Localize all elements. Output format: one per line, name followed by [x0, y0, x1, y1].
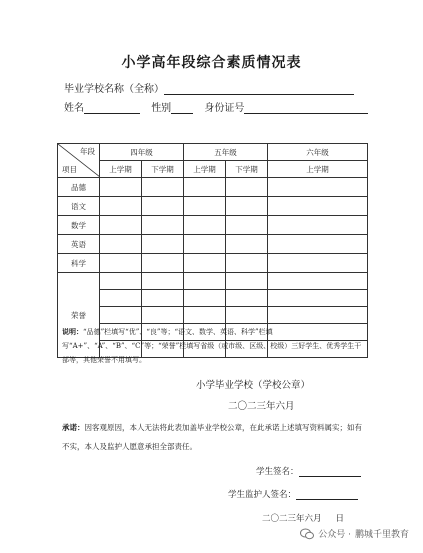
- term-header: 上学期: [268, 161, 368, 178]
- sign-date-row: [262, 512, 344, 524]
- watermark-name: 鹏城千里教育: [354, 530, 409, 540]
- guardian-sign-row: [228, 488, 358, 500]
- grade-cell[interactable]: [184, 216, 226, 235]
- id-label: 身份证号: [204, 103, 245, 114]
- school-name-field[interactable]: [164, 83, 354, 95]
- grade-cell[interactable]: [184, 235, 226, 254]
- grade-cell[interactable]: [184, 178, 226, 197]
- grade-cell[interactable]: [268, 254, 368, 273]
- honor-cell[interactable]: [268, 290, 368, 307]
- grade-cell[interactable]: [100, 178, 142, 197]
- subject-label: 品德: [58, 178, 100, 197]
- grade-header-4: 四年级: [100, 144, 184, 161]
- honor-cell[interactable]: [226, 307, 268, 324]
- grade-cell[interactable]: [184, 254, 226, 273]
- issue-date: 二〇二三年六月: [228, 401, 295, 412]
- grade-cell[interactable]: [142, 216, 184, 235]
- grade-cell[interactable]: [142, 197, 184, 216]
- grade-cell[interactable]: [268, 235, 368, 254]
- name-label: 姓名: [64, 103, 84, 114]
- honor-cell[interactable]: [184, 273, 226, 290]
- grade-header-6: 六年级: [268, 144, 368, 161]
- table-row: [58, 235, 368, 254]
- student-info-row: [64, 99, 368, 114]
- subject-label: 数学: [58, 216, 100, 235]
- promise-label: 承诺：: [62, 423, 85, 432]
- grade-cell[interactable]: [226, 197, 268, 216]
- honor-cell[interactable]: [100, 290, 142, 307]
- honor-cell[interactable]: [268, 307, 368, 324]
- instructions-note: [62, 325, 362, 367]
- table-row: [58, 254, 368, 273]
- table-row: [58, 197, 368, 216]
- wechat-icon: [300, 528, 314, 540]
- student-sign-field[interactable]: [299, 465, 361, 477]
- grade-cell[interactable]: [268, 216, 368, 235]
- student-sign-row: [256, 465, 361, 477]
- grade-cell[interactable]: [100, 235, 142, 254]
- honor-cell[interactable]: [142, 290, 184, 307]
- grade-cell[interactable]: [100, 216, 142, 235]
- honor-cell[interactable]: [100, 273, 142, 290]
- table-corner: [58, 144, 100, 178]
- honor-cell[interactable]: [100, 307, 142, 324]
- note-label: 说明：: [62, 327, 83, 336]
- grade-cell[interactable]: [142, 235, 184, 254]
- table-row: [58, 216, 368, 235]
- honor-label: 荣誉: [58, 273, 100, 358]
- grade-cell[interactable]: [268, 197, 368, 216]
- gender-label: 性别: [151, 103, 172, 114]
- grade-cell[interactable]: [226, 178, 268, 197]
- school-seal-line: 小学毕业学校（学校公章）: [196, 380, 311, 391]
- guardian-sign-field[interactable]: [296, 488, 358, 500]
- guardian-sign-label: 学生监护人签名：: [228, 490, 297, 500]
- form-title: 小学高年段综合素质情况表: [121, 55, 302, 71]
- honor-row: [58, 273, 368, 290]
- grade-header-5: 五年级: [184, 144, 268, 161]
- grade-cell[interactable]: [226, 254, 268, 273]
- term-header: 上学期: [184, 161, 226, 178]
- promise-statement: [62, 418, 364, 456]
- subject-label: 英语: [58, 235, 100, 254]
- grade-cell[interactable]: [142, 254, 184, 273]
- sign-date: 二〇二三年六月: [262, 514, 322, 524]
- honor-cell[interactable]: [268, 273, 368, 290]
- name-field[interactable]: [84, 102, 140, 114]
- grade-cell[interactable]: [100, 197, 142, 216]
- grade-cell[interactable]: [226, 235, 268, 254]
- school-name-row: [64, 80, 354, 95]
- subject-label: 科学: [58, 254, 100, 273]
- honor-cell[interactable]: [184, 307, 226, 324]
- gender-field[interactable]: [171, 102, 193, 114]
- grade-cell[interactable]: [142, 178, 184, 197]
- grade-cell[interactable]: [268, 178, 368, 197]
- grade-cell[interactable]: [100, 254, 142, 273]
- term-header: 下学期: [226, 161, 268, 178]
- note-text: “品德”栏填写“优”、“良”等；“语文、数学、英语、科学”栏填写“A+”、“A”、“B”、“C”等；“荣誉”栏填写省级（或市级、区级、校级）三好学生、优秀学生干部等，其他荣誉不用填写。: [62, 328, 362, 364]
- watermark: [300, 527, 409, 540]
- corner-item-label: 项目: [62, 165, 77, 174]
- honor-cell[interactable]: [226, 290, 268, 307]
- term-header: 下学期: [142, 161, 184, 178]
- grade-cell[interactable]: [184, 197, 226, 216]
- student-sign-label: 学生签名：: [256, 467, 299, 477]
- honor-cell[interactable]: [142, 273, 184, 290]
- honor-row: [58, 307, 368, 324]
- watermark-prefix: 公众号 ·: [318, 530, 351, 540]
- term-header: 上学期: [100, 161, 142, 178]
- honor-cell[interactable]: [142, 307, 184, 324]
- id-field[interactable]: [244, 102, 368, 114]
- sign-date-day: 日: [335, 514, 345, 524]
- school-name-label: 毕业学校名称（全称）: [64, 84, 164, 95]
- promise-text: 因客观原因，本人无法将此表加盖毕业学校公章，在此承诺上述填写资料属实；如有不实，本人及监护人愿意承担全部责任。: [62, 423, 362, 451]
- grade-cell[interactable]: [226, 216, 268, 235]
- honor-cell[interactable]: [226, 273, 268, 290]
- honor-row: [58, 290, 368, 307]
- table-row: [58, 178, 368, 197]
- honor-cell[interactable]: [184, 290, 226, 307]
- subject-label: 语文: [58, 197, 100, 216]
- corner-grade-label: 年段: [80, 147, 95, 156]
